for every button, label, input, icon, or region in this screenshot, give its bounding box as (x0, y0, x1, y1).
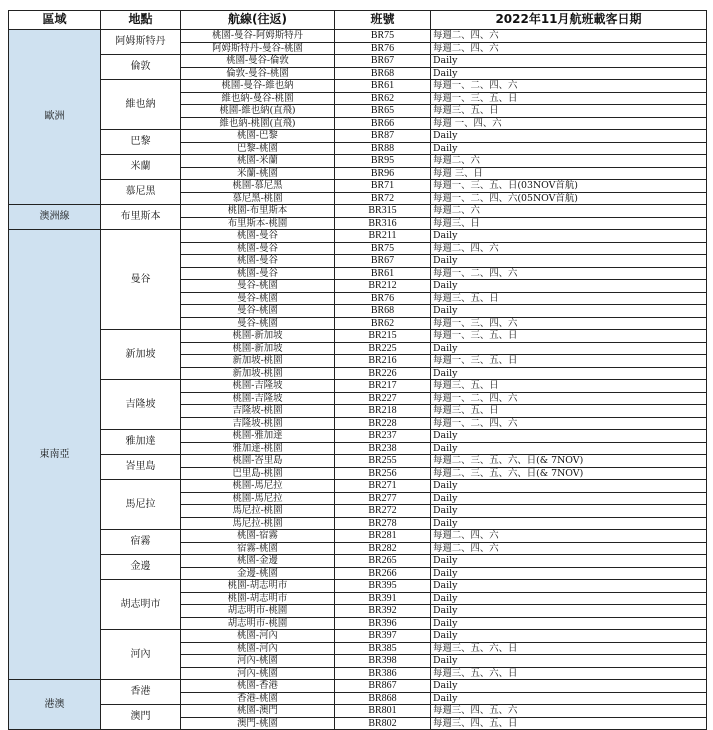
route-cell: 香港-桃園 (181, 692, 335, 705)
table-row (9, 705, 707, 718)
route-cell: 曼谷-桃園 (181, 292, 335, 305)
schedule-days-cell: 每週三、五、日 (431, 380, 707, 393)
route-cell: 吉隆坡-桃園 (181, 405, 335, 418)
schedule-days-cell: Daily (431, 680, 707, 693)
schedule-days-cell: 每週三、五、六、日 (431, 642, 707, 655)
route-cell: 桃園-布里斯本 (181, 205, 335, 218)
route-cell: 桃園-胡志明市 (181, 592, 335, 605)
table-row (9, 530, 707, 543)
flight-number-cell: BR65 (335, 105, 431, 118)
route-cell: 桃園-吉隆坡 (181, 380, 335, 393)
flight-number-cell: BR216 (335, 355, 431, 368)
flight-number-cell: BR75 (335, 30, 431, 43)
schedule-days-cell: 每週三、五、六、日 (431, 667, 707, 680)
schedule-days-cell: 每週二、六 (431, 155, 707, 168)
route-cell: 桃園-曼谷-倫敦 (181, 55, 335, 68)
flight-number-cell: BR237 (335, 430, 431, 443)
route-cell: 桃園-澳門 (181, 705, 335, 718)
route-cell: 維也納-曼谷-桃園 (181, 92, 335, 105)
table-row (9, 580, 707, 593)
route-cell: 桃園-吉隆坡 (181, 392, 335, 405)
flight-number-cell: BR802 (335, 717, 431, 730)
flight-number-cell: BR87 (335, 130, 431, 143)
route-cell: 桃園-米蘭 (181, 155, 335, 168)
region-cell: 澳洲線 (9, 205, 101, 230)
route-cell: 曼谷-桃園 (181, 280, 335, 293)
schedule-days-cell: Daily (431, 255, 707, 268)
flight-number-cell: BR88 (335, 142, 431, 155)
flight-number-cell: BR67 (335, 255, 431, 268)
city-cell: 維也納 (101, 80, 181, 130)
route-cell: 巴黎-桃園 (181, 142, 335, 155)
table-row (9, 430, 707, 443)
flight-number-cell: BR255 (335, 455, 431, 468)
schedule-days-cell: Daily (431, 430, 707, 443)
flight-number-cell: BR868 (335, 692, 431, 705)
flight-number-cell: BR281 (335, 530, 431, 543)
flight-number-cell: BR227 (335, 392, 431, 405)
schedule-days-cell: 每週一、三、五、日(03NOV首航) (431, 180, 707, 193)
flight-number-cell: BR867 (335, 680, 431, 693)
flight-number-cell: BR256 (335, 467, 431, 480)
route-cell: 桃園-曼谷-維也納 (181, 80, 335, 93)
header-flight-number: 班號 (335, 11, 431, 30)
flight-number-cell: BR391 (335, 592, 431, 605)
route-cell: 馬尼拉-桃園 (181, 517, 335, 530)
schedule-days-cell: 每週三、五、日 (431, 405, 707, 418)
table-row (9, 80, 707, 93)
header-dates: 2022年11月航班載客日期 (431, 11, 707, 30)
schedule-days-cell: 每週三、五、日 (431, 292, 707, 305)
route-cell: 米蘭-桃園 (181, 167, 335, 180)
schedule-days-cell: 每週二、四、六 (431, 30, 707, 43)
table-row (9, 680, 707, 693)
table-row (9, 130, 707, 143)
route-cell: 宿霧-桃園 (181, 542, 335, 555)
schedule-days-cell: 每週二、四、六 (431, 242, 707, 255)
route-cell: 桃園-曼谷 (181, 230, 335, 243)
city-cell: 峇里島 (101, 455, 181, 480)
table-row (9, 155, 707, 168)
schedule-body (9, 30, 707, 730)
flight-number-cell: BR61 (335, 80, 431, 93)
route-cell: 桃園-胡志明市 (181, 580, 335, 593)
route-cell: 倫敦-曼谷-桃園 (181, 67, 335, 80)
route-cell: 河內-桃園 (181, 655, 335, 668)
schedule-days-cell: 每週二、三、五、六、日(& 7NOV) (431, 455, 707, 468)
flight-number-cell: BR215 (335, 330, 431, 343)
route-cell: 桃園-曼谷 (181, 255, 335, 268)
route-cell: 桃園-馬尼拉 (181, 492, 335, 505)
schedule-days-cell: 每週二、三、五、六、日(& 7NOV) (431, 467, 707, 480)
flight-number-cell: BR211 (335, 230, 431, 243)
city-cell: 馬尼拉 (101, 480, 181, 530)
route-cell: 馬尼拉-桃園 (181, 505, 335, 518)
route-cell: 桃園-慕尼黑 (181, 180, 335, 193)
table-row (9, 230, 707, 243)
header-city: 地點 (101, 11, 181, 30)
route-cell: 澳門-桃園 (181, 717, 335, 730)
city-cell: 新加坡 (101, 330, 181, 380)
schedule-days-cell: Daily (431, 130, 707, 143)
route-cell: 桃園-峇里島 (181, 455, 335, 468)
schedule-days-cell: Daily (431, 605, 707, 618)
route-cell: 曼谷-桃園 (181, 317, 335, 330)
schedule-days-cell: 每週一、三、四、六 (431, 317, 707, 330)
header-row (9, 11, 707, 30)
route-cell: 維也納-桃園(直飛) (181, 117, 335, 130)
route-cell: 吉隆坡-桃園 (181, 417, 335, 430)
schedule-days-cell: Daily (431, 442, 707, 455)
route-cell: 胡志明市-桃園 (181, 605, 335, 618)
table-row (9, 55, 707, 68)
schedule-days-cell: 每週二、四、六 (431, 530, 707, 543)
table-row (9, 30, 707, 43)
route-cell: 桃園-馬尼拉 (181, 480, 335, 493)
flight-number-cell: BR265 (335, 555, 431, 568)
route-cell: 金邊-桃園 (181, 567, 335, 580)
flight-number-cell: BR282 (335, 542, 431, 555)
route-cell: 桃園-曼谷 (181, 267, 335, 280)
schedule-days-cell: 每週三、五、日 (431, 105, 707, 118)
schedule-days-cell: Daily (431, 342, 707, 355)
flight-number-cell: BR266 (335, 567, 431, 580)
route-cell: 桃園-曼谷-阿姆斯特丹 (181, 30, 335, 43)
flight-number-cell: BR76 (335, 42, 431, 55)
flight-number-cell: BR272 (335, 505, 431, 518)
flight-number-cell: BR61 (335, 267, 431, 280)
table-row (9, 480, 707, 493)
flight-number-cell: BR66 (335, 117, 431, 130)
schedule-days-cell: 每週二、四、六 (431, 542, 707, 555)
flight-number-cell: BR316 (335, 217, 431, 230)
flight-number-cell: BR68 (335, 305, 431, 318)
route-cell: 桃園-巴黎 (181, 130, 335, 143)
schedule-days-cell: Daily (431, 305, 707, 318)
route-cell: 雅加達-桃園 (181, 442, 335, 455)
schedule-days-cell: 每週二、四、六 (431, 42, 707, 55)
city-cell: 慕尼黑 (101, 180, 181, 205)
city-cell: 阿姆斯特丹 (101, 30, 181, 55)
schedule-days-cell: Daily (431, 280, 707, 293)
schedule-days-cell: 每週三、四、五、六 (431, 705, 707, 718)
schedule-days-cell: 每週二、六 (431, 205, 707, 218)
table-row (9, 380, 707, 393)
flight-number-cell: BR278 (335, 517, 431, 530)
flight-number-cell: BR396 (335, 617, 431, 630)
table-row (9, 630, 707, 643)
route-cell: 桃園-香港 (181, 680, 335, 693)
flight-number-cell: BR392 (335, 605, 431, 618)
route-cell: 巴里島-桃園 (181, 467, 335, 480)
city-cell: 香港 (101, 680, 181, 705)
flight-number-cell: BR217 (335, 380, 431, 393)
schedule-days-cell: 每週一、二、四、六 (431, 392, 707, 405)
schedule-days-cell: 每週一、二、四、六 (431, 267, 707, 280)
schedule-days-cell: Daily (431, 505, 707, 518)
city-cell: 金邊 (101, 555, 181, 580)
route-cell: 桃園-河內 (181, 630, 335, 643)
route-cell: 桃園-宿霧 (181, 530, 335, 543)
header-region: 區域 (9, 11, 101, 30)
schedule-days-cell: 每週一、二、四、六(05NOV首航) (431, 192, 707, 205)
route-cell: 新加坡-桃園 (181, 367, 335, 380)
city-cell: 河內 (101, 630, 181, 680)
city-cell: 巴黎 (101, 130, 181, 155)
flight-number-cell: BR395 (335, 580, 431, 593)
city-cell: 布里斯本 (101, 205, 181, 230)
route-cell: 桃園-雅加達 (181, 430, 335, 443)
city-cell: 米蘭 (101, 155, 181, 180)
schedule-days-cell: Daily (431, 567, 707, 580)
city-cell: 雅加達 (101, 430, 181, 455)
flight-number-cell: BR398 (335, 655, 431, 668)
schedule-days-cell: 每週三、日 (431, 217, 707, 230)
schedule-days-cell: Daily (431, 517, 707, 530)
route-cell: 新加坡-桃園 (181, 355, 335, 368)
flight-number-cell: BR95 (335, 155, 431, 168)
route-cell: 桃園-新加坡 (181, 330, 335, 343)
route-cell: 阿姆斯特丹-曼谷-桃園 (181, 42, 335, 55)
schedule-days-cell: Daily (431, 592, 707, 605)
flight-number-cell: BR271 (335, 480, 431, 493)
flight-number-cell: BR386 (335, 667, 431, 680)
schedule-days-cell: 每週 一、四、六 (431, 117, 707, 130)
flight-number-cell: BR72 (335, 192, 431, 205)
schedule-days-cell: Daily (431, 142, 707, 155)
schedule-days-cell: Daily (431, 692, 707, 705)
route-cell: 河內-桃園 (181, 667, 335, 680)
schedule-days-cell: Daily (431, 492, 707, 505)
schedule-days-cell: Daily (431, 580, 707, 593)
region-cell: 東南亞 (9, 230, 101, 680)
route-cell: 桃園-河內 (181, 642, 335, 655)
flight-number-cell: BR96 (335, 167, 431, 180)
route-cell: 慕尼黑-桃園 (181, 192, 335, 205)
table-row (9, 180, 707, 193)
schedule-days-cell: 每週一、三、五、日 (431, 330, 707, 343)
city-cell: 胡志明市 (101, 580, 181, 630)
flight-number-cell: BR228 (335, 417, 431, 430)
flight-number-cell: BR397 (335, 630, 431, 643)
route-cell: 桃園-金邊 (181, 555, 335, 568)
flight-number-cell: BR801 (335, 705, 431, 718)
flight-number-cell: BR76 (335, 292, 431, 305)
schedule-days-cell: Daily (431, 555, 707, 568)
flight-number-cell: BR212 (335, 280, 431, 293)
flight-number-cell: BR62 (335, 92, 431, 105)
flight-number-cell: BR68 (335, 67, 431, 80)
city-cell: 吉隆坡 (101, 380, 181, 430)
city-cell: 曼谷 (101, 230, 181, 330)
route-cell: 曼谷-桃園 (181, 305, 335, 318)
route-cell: 桃園-新加坡 (181, 342, 335, 355)
route-cell: 胡志明市-桃園 (181, 617, 335, 630)
region-cell: 港澳 (9, 680, 101, 730)
schedule-days-cell: Daily (431, 230, 707, 243)
table-row (9, 205, 707, 218)
city-cell: 宿霧 (101, 530, 181, 555)
schedule-days-cell: Daily (431, 67, 707, 80)
region-cell: 歐洲 (9, 30, 101, 205)
schedule-days-cell: Daily (431, 655, 707, 668)
city-cell: 澳門 (101, 705, 181, 730)
flight-number-cell: BR218 (335, 405, 431, 418)
table-row (9, 555, 707, 568)
schedule-days-cell: 每週 三、日 (431, 167, 707, 180)
flight-number-cell: BR385 (335, 642, 431, 655)
flight-number-cell: BR71 (335, 180, 431, 193)
flight-number-cell: BR75 (335, 242, 431, 255)
route-cell: 桃園-維也納(直飛) (181, 105, 335, 118)
city-cell: 倫敦 (101, 55, 181, 80)
table-row (9, 455, 707, 468)
flight-number-cell: BR238 (335, 442, 431, 455)
flight-number-cell: BR67 (335, 55, 431, 68)
schedule-days-cell: 每週一、二、四、六 (431, 417, 707, 430)
schedule-days-cell: Daily (431, 630, 707, 643)
flight-number-cell: BR277 (335, 492, 431, 505)
schedule-days-cell: 每週三、四、五、日 (431, 717, 707, 730)
flight-schedule-table (8, 10, 707, 730)
route-cell: 布里斯本-桃園 (181, 217, 335, 230)
schedule-days-cell: Daily (431, 367, 707, 380)
header-route: 航線(往返) (181, 11, 335, 30)
flight-number-cell: BR226 (335, 367, 431, 380)
flight-number-cell: BR315 (335, 205, 431, 218)
route-cell: 桃園-曼谷 (181, 242, 335, 255)
table-row (9, 330, 707, 343)
flight-number-cell: BR225 (335, 342, 431, 355)
schedule-days-cell: Daily (431, 55, 707, 68)
flight-number-cell: BR62 (335, 317, 431, 330)
schedule-days-cell: 每週一、三、五、日 (431, 92, 707, 105)
schedule-days-cell: Daily (431, 617, 707, 630)
schedule-days-cell: Daily (431, 480, 707, 493)
schedule-days-cell: 每週一、三、五、日 (431, 355, 707, 368)
schedule-days-cell: 每週一、二、四、六 (431, 80, 707, 93)
